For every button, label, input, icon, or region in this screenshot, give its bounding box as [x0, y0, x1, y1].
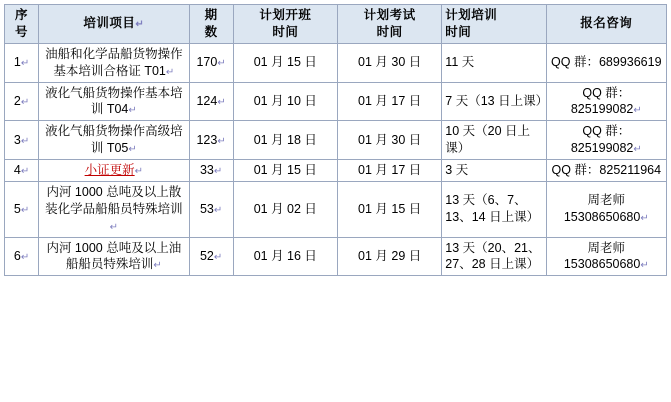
pilcrow-icon: ↵	[109, 221, 119, 233]
cell-open-time: 01 月 10 日	[233, 82, 337, 121]
cell-exam-time: 01 月 15 日	[337, 181, 441, 237]
pilcrow-icon: ↵	[217, 135, 226, 147]
header-row	[5, 5, 667, 44]
column-header-signup: 报名咨询	[546, 5, 666, 44]
cell-train-time: 3 天	[442, 160, 546, 182]
cell-exam-time: 01 月 17 日	[337, 82, 441, 121]
cell-train-time: 13 天（20、21、27、28 日上课）	[442, 237, 546, 276]
pilcrow-icon: ↵	[134, 166, 144, 177]
cell-signup: QQ 群：825199082↵	[546, 82, 666, 121]
cell-program: 内河 1000 总吨及以上油船船员特殊培训↵	[39, 237, 189, 276]
cell-index: 5↵	[5, 181, 39, 237]
column-header-exam-time: 计划考试 时间	[337, 5, 441, 44]
cell-open-time: 01 月 15 日	[233, 160, 337, 182]
program-link[interactable]: 小证更新	[84, 163, 135, 177]
pilcrow-icon: ↵	[640, 213, 649, 225]
cell-exam-time: 01 月 30 日	[337, 43, 441, 82]
pilcrow-icon: ↵	[633, 144, 642, 156]
training-schedule-table	[4, 4, 667, 276]
cell-exam-time: 01 月 30 日	[337, 121, 441, 160]
table-row	[5, 237, 667, 276]
cell-index: 2↵	[5, 82, 39, 121]
column-header-quantity: 期 数	[189, 5, 233, 44]
table-body	[5, 43, 667, 276]
pilcrow-icon: ↵	[128, 144, 137, 156]
cell-open-time: 01 月 18 日	[233, 121, 337, 160]
cell-open-time: 01 月 02 日	[233, 181, 337, 237]
cell-quantity: 33↵	[189, 160, 233, 182]
cell-program[interactable]	[39, 160, 189, 182]
cell-quantity: 170↵	[189, 43, 233, 82]
cell-program: 液化气船货物操作基本培训 T04↵	[39, 82, 189, 121]
pilcrow-icon: ↵	[20, 58, 30, 70]
pilcrow-icon: ↵	[20, 251, 30, 263]
cell-program: 内河 1000 总吨及以上散装化学品船船员特殊培训↵	[39, 181, 189, 237]
cell-open-time: 01 月 15 日	[233, 43, 337, 82]
cell-signup: 周老师 15308650680↵	[546, 237, 666, 276]
column-header-train-time: 计划培训 时间	[442, 5, 546, 44]
pilcrow-icon: ↵	[20, 135, 30, 147]
pilcrow-icon: ↵	[640, 260, 649, 272]
pilcrow-icon: ↵	[633, 105, 642, 117]
column-header-open-time: 计划开班 时间	[233, 5, 337, 44]
pilcrow-icon: ↵	[20, 204, 30, 216]
cell-index: 4↵	[5, 160, 39, 182]
pilcrow-icon: ↵	[128, 105, 137, 117]
cell-index: 3↵	[5, 121, 39, 160]
cell-exam-time: 01 月 29 日	[337, 237, 441, 276]
cell-train-time: 7 天（13 日上课）	[442, 82, 546, 121]
column-header-index: 序 号	[5, 5, 39, 44]
cell-quantity: 52↵	[189, 237, 233, 276]
cell-index: 6↵	[5, 237, 39, 276]
cell-index: 1↵	[5, 43, 39, 82]
pilcrow-icon: ↵	[153, 260, 162, 272]
cell-signup: QQ 群：825199082↵	[546, 121, 666, 160]
pilcrow-icon: ↵	[213, 204, 223, 216]
cell-program: 液化气船货物操作高级培训 T05↵	[39, 121, 189, 160]
cell-quantity: 53↵	[189, 181, 233, 237]
pilcrow-icon: ↵	[165, 66, 175, 78]
column-header-program: 培训项目↵	[39, 5, 189, 44]
table-row	[5, 181, 667, 237]
pilcrow-icon: ↵	[217, 58, 226, 70]
pilcrow-icon: ↵	[135, 19, 145, 31]
table-row	[5, 121, 667, 160]
pilcrow-icon: ↵	[217, 96, 226, 108]
cell-signup: QQ 群：825211964	[546, 160, 666, 182]
table-row	[5, 160, 667, 182]
cell-signup: QQ 群：689936619	[546, 43, 666, 82]
cell-train-time: 11 天	[442, 43, 546, 82]
cell-train-time: 13 天（6、7、13、14 日上课）	[442, 181, 546, 237]
table-row	[5, 43, 667, 82]
cell-open-time: 01 月 16 日	[233, 237, 337, 276]
cell-quantity: 124↵	[189, 82, 233, 121]
pilcrow-icon: ↵	[20, 96, 30, 108]
cell-program: 油船和化学品船货物操作基本培训合格证 T01↵	[39, 43, 189, 82]
table-row	[5, 82, 667, 121]
pilcrow-icon: ↵	[213, 251, 223, 263]
cell-quantity: 123↵	[189, 121, 233, 160]
cell-train-time: 10 天（20 日上课）	[442, 121, 546, 160]
pilcrow-icon: ↵	[20, 166, 30, 177]
cell-exam-time: 01 月 17 日	[337, 160, 441, 182]
table-header	[5, 5, 667, 44]
pilcrow-icon: ↵	[213, 166, 223, 177]
cell-signup: 周老师 15308650680↵	[546, 181, 666, 237]
